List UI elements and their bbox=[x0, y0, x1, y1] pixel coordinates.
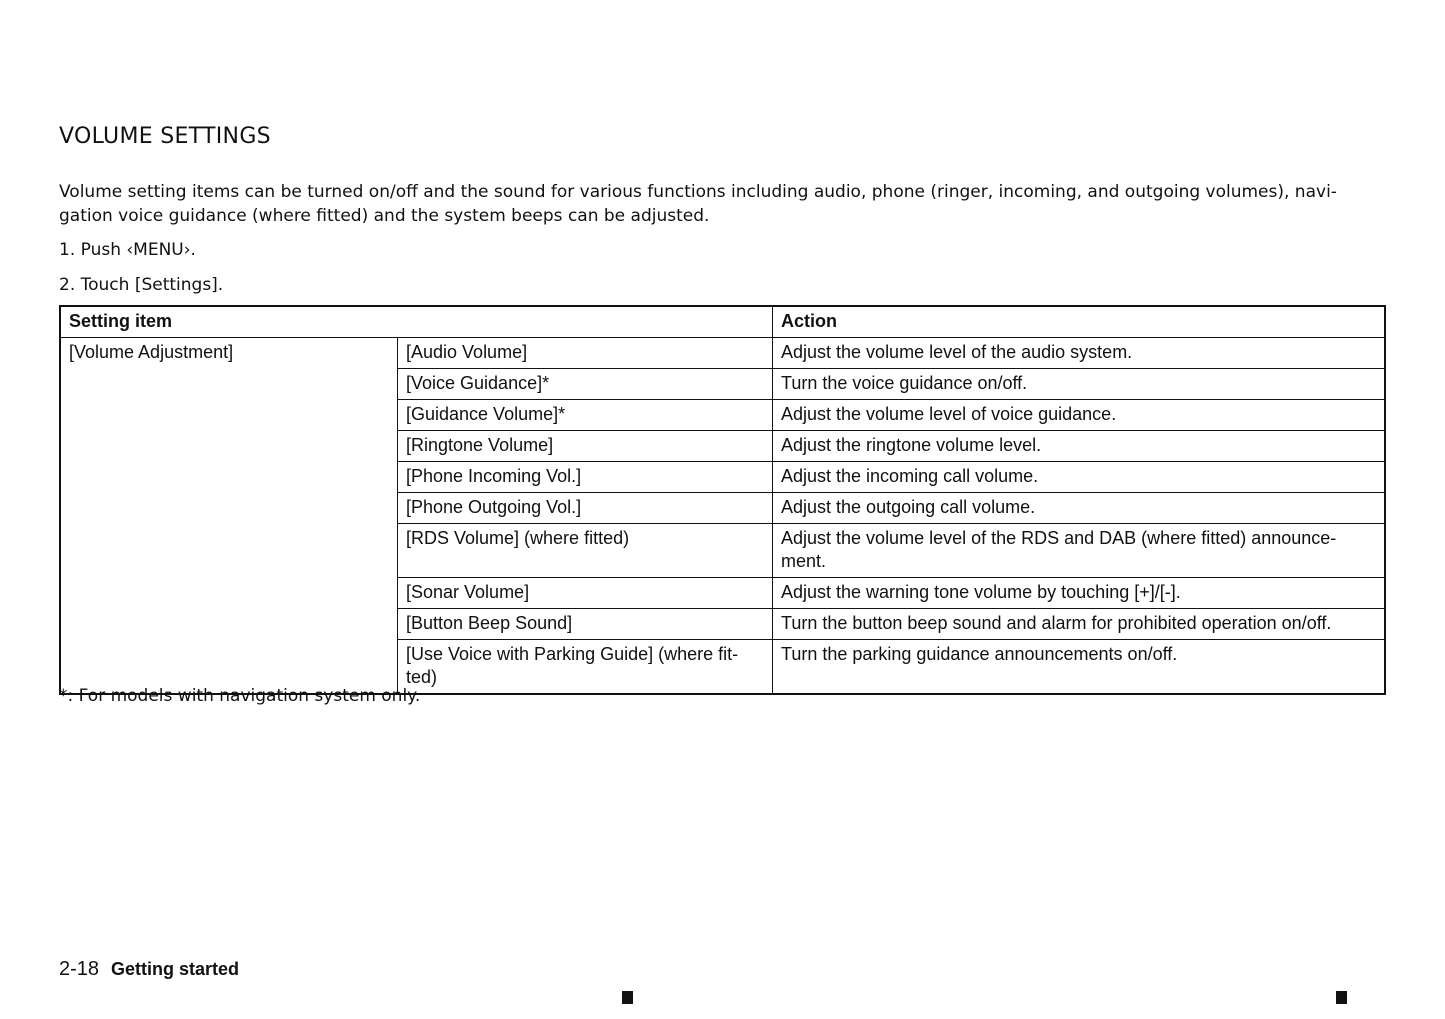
header-action: Action bbox=[773, 306, 1386, 338]
page-footer bbox=[59, 958, 239, 981]
action-cell: Adjust the volume level of the audio system. bbox=[773, 338, 1386, 369]
crop-mark-icon bbox=[622, 991, 633, 1004]
group-cell: [Volume Adjustment] bbox=[60, 338, 398, 695]
action-cell: Adjust the outgoing call volume. bbox=[773, 493, 1386, 524]
action-cell: Adjust the ringtone volume level. bbox=[773, 431, 1386, 462]
action-cell: Adjust the volume level of the RDS and DAB (where fitted) announce-ment. bbox=[773, 524, 1386, 578]
item-cell: [Phone Incoming Vol.] bbox=[398, 462, 773, 493]
table-body bbox=[60, 338, 1385, 695]
item-cell: [Audio Volume] bbox=[398, 338, 773, 369]
header-setting-item: Setting item bbox=[60, 306, 773, 338]
section-name: Getting started bbox=[111, 959, 240, 979]
item-cell: [Voice Guidance]* bbox=[398, 369, 773, 400]
action-cell: Adjust the incoming call volume. bbox=[773, 462, 1386, 493]
item-cell: [Ringtone Volume] bbox=[398, 431, 773, 462]
item-cell: [Phone Outgoing Vol.] bbox=[398, 493, 773, 524]
footnote: *: For models with navigation system only. bbox=[59, 686, 421, 706]
action-cell: Adjust the volume level of voice guidance. bbox=[773, 400, 1386, 431]
table-row bbox=[60, 338, 1385, 369]
item-cell: [Guidance Volume]* bbox=[398, 400, 773, 431]
settings-table bbox=[59, 305, 1386, 695]
page-title: VOLUME SETTINGS bbox=[59, 124, 271, 149]
table-header-row bbox=[60, 306, 1385, 338]
intro-paragraph: Volume setting items can be turned on/off and the sound for various functions including audio, phone (ringer, incoming, and outgoing volumes), navi-gation voice guidance (where fitted) and the system beeps can be adjusted. bbox=[59, 182, 1337, 226]
item-cell: [RDS Volume] (where fitted) bbox=[398, 524, 773, 578]
item-cell: [Button Beep Sound] bbox=[398, 609, 773, 640]
action-cell: Turn the button beep sound and alarm for prohibited operation on/off. bbox=[773, 609, 1386, 640]
action-cell: Turn the voice guidance on/off. bbox=[773, 369, 1386, 400]
action-cell: Turn the parking guidance announcements on/off. bbox=[773, 640, 1386, 695]
item-cell: [Sonar Volume] bbox=[398, 578, 773, 609]
crop-mark-icon bbox=[1336, 991, 1347, 1004]
item-cell: [Use Voice with Parking Guide] (where fit-ted) bbox=[398, 640, 773, 695]
action-cell: Adjust the warning tone volume by touching [+]/[-]. bbox=[773, 578, 1386, 609]
step-1: 1. Push ‹MENU›. bbox=[59, 240, 196, 260]
step-2: 2. Touch [Settings]. bbox=[59, 275, 224, 295]
page-number: 2-18 bbox=[59, 958, 100, 980]
